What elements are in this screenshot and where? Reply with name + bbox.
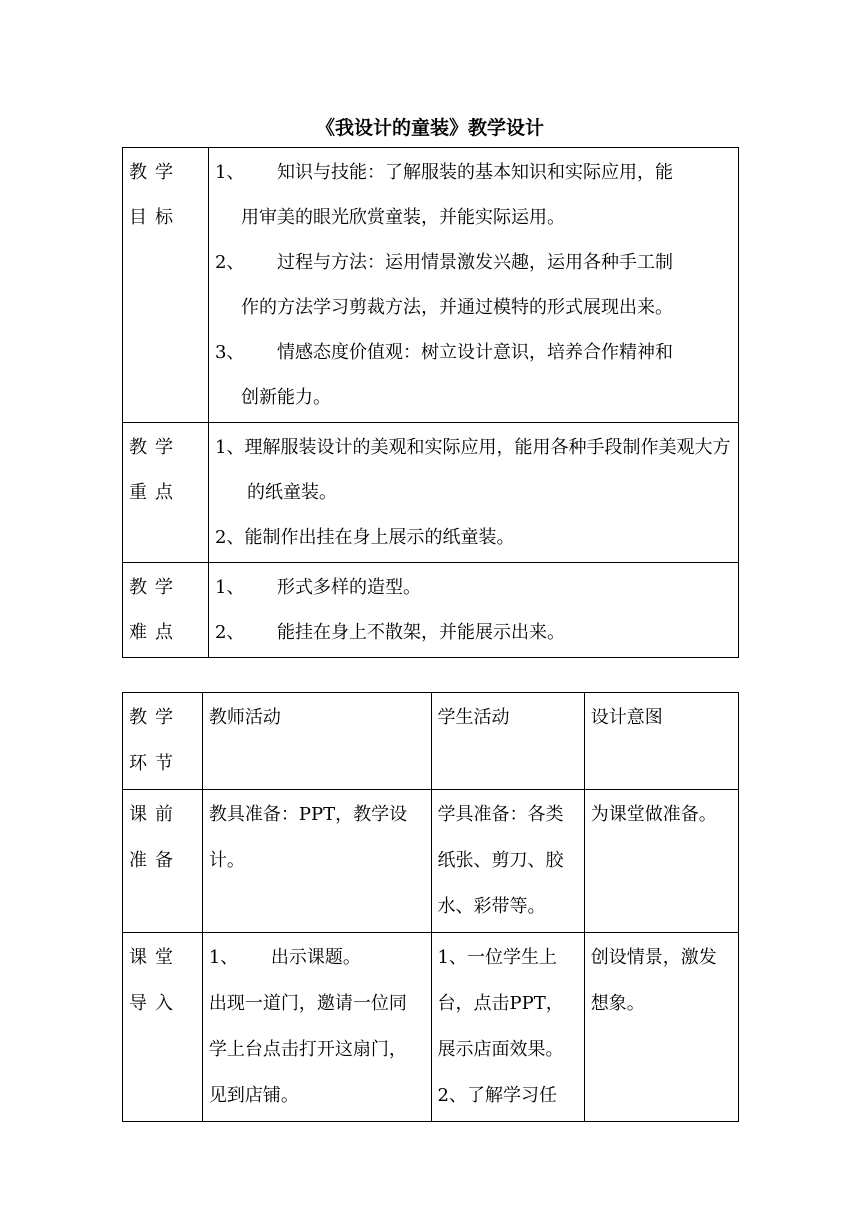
objective-number: 3、 [215, 342, 245, 363]
difficulty-text: 形式多样的造型。 [277, 577, 421, 598]
header-design-intent: 设计意图 [584, 693, 738, 790]
objective-text-cont: 用审美的眼光欣赏童装，并能实际运用。 [241, 207, 565, 228]
key-point-item: 2、能制作出挂在身上展示的纸童装。 [215, 527, 515, 548]
stage-cell: 课堂导入 [123, 933, 203, 1122]
table-row [123, 933, 739, 1122]
difficulties-content [209, 563, 739, 658]
objective-text: 情感态度价值观：树立设计意识，培养合作精神和 [277, 342, 673, 363]
objectives-label: 教学目标 [123, 148, 209, 423]
student-activity-item: 2、了解学习任 [437, 1085, 557, 1106]
teacher-activity-text: 出现一道门，邀请一位同学上台点击打开这扇门，见到店铺。 [208, 993, 407, 1106]
difficulty-number: 1、 [215, 577, 245, 598]
key-points-row [123, 423, 739, 563]
design-intent-cell: 为课堂做准备。 [584, 790, 738, 933]
design-intent-cell: 创设情景，激发想象。 [584, 933, 738, 1122]
table-row [123, 790, 739, 933]
key-points-label: 教学重点 [123, 423, 209, 563]
difficulty-text: 能挂在身上不散架，并能展示出来。 [277, 622, 565, 643]
teaching-goals-table [122, 147, 739, 658]
stage-cell: 课前准备 [123, 790, 203, 933]
teaching-process-table [122, 692, 739, 1122]
objectives-row [123, 148, 739, 423]
objective-text-cont: 作的方法学习剪裁方法，并通过模特的形式展现出来。 [241, 297, 673, 318]
student-activity-cell [431, 933, 584, 1122]
difficulty-number: 2、 [215, 622, 245, 643]
objective-item [215, 240, 732, 285]
teacher-activity-cell [202, 933, 431, 1122]
objective-text: 过程与方法：运用情景激发兴趣，运用各种手工制 [277, 252, 673, 273]
key-point-item: 1、理解服装设计的美观和实际应用，能用各种手段制作美观大方的纸童装。 [215, 437, 731, 503]
difficulty-item [215, 565, 732, 610]
objective-item [215, 150, 732, 195]
header-teacher-activity: 教师活动 [202, 693, 431, 790]
key-points-content [209, 423, 739, 563]
teacher-item-number: 1、 [208, 947, 239, 968]
objective-number: 2、 [215, 252, 245, 273]
header-row [123, 693, 739, 790]
objective-item [215, 330, 732, 375]
objective-number: 1、 [215, 162, 245, 183]
teacher-item-text: 出示课题。 [270, 947, 361, 968]
student-activity-item: 1、一位学生上台，点击PPT，展示店面效果。 [437, 947, 564, 1060]
teacher-activity-cell: 教具准备：PPT，教学设计。 [202, 790, 431, 933]
document-title: 《我设计的童装》教学设计 [315, 117, 544, 139]
difficulties-label: 教学难点 [123, 563, 209, 658]
difficulties-row [123, 563, 739, 658]
header-student-activity: 学生活动 [431, 693, 584, 790]
header-stage: 教学环节 [123, 693, 203, 790]
difficulty-item [215, 610, 732, 655]
objectives-content [209, 148, 739, 423]
objective-text-cont: 创新能力。 [241, 387, 331, 408]
objective-text: 知识与技能：了解服装的基本知识和实际应用，能 [277, 162, 673, 183]
student-activity-cell: 学具准备：各类纸张、剪刀、胶水、彩带等。 [431, 790, 584, 933]
